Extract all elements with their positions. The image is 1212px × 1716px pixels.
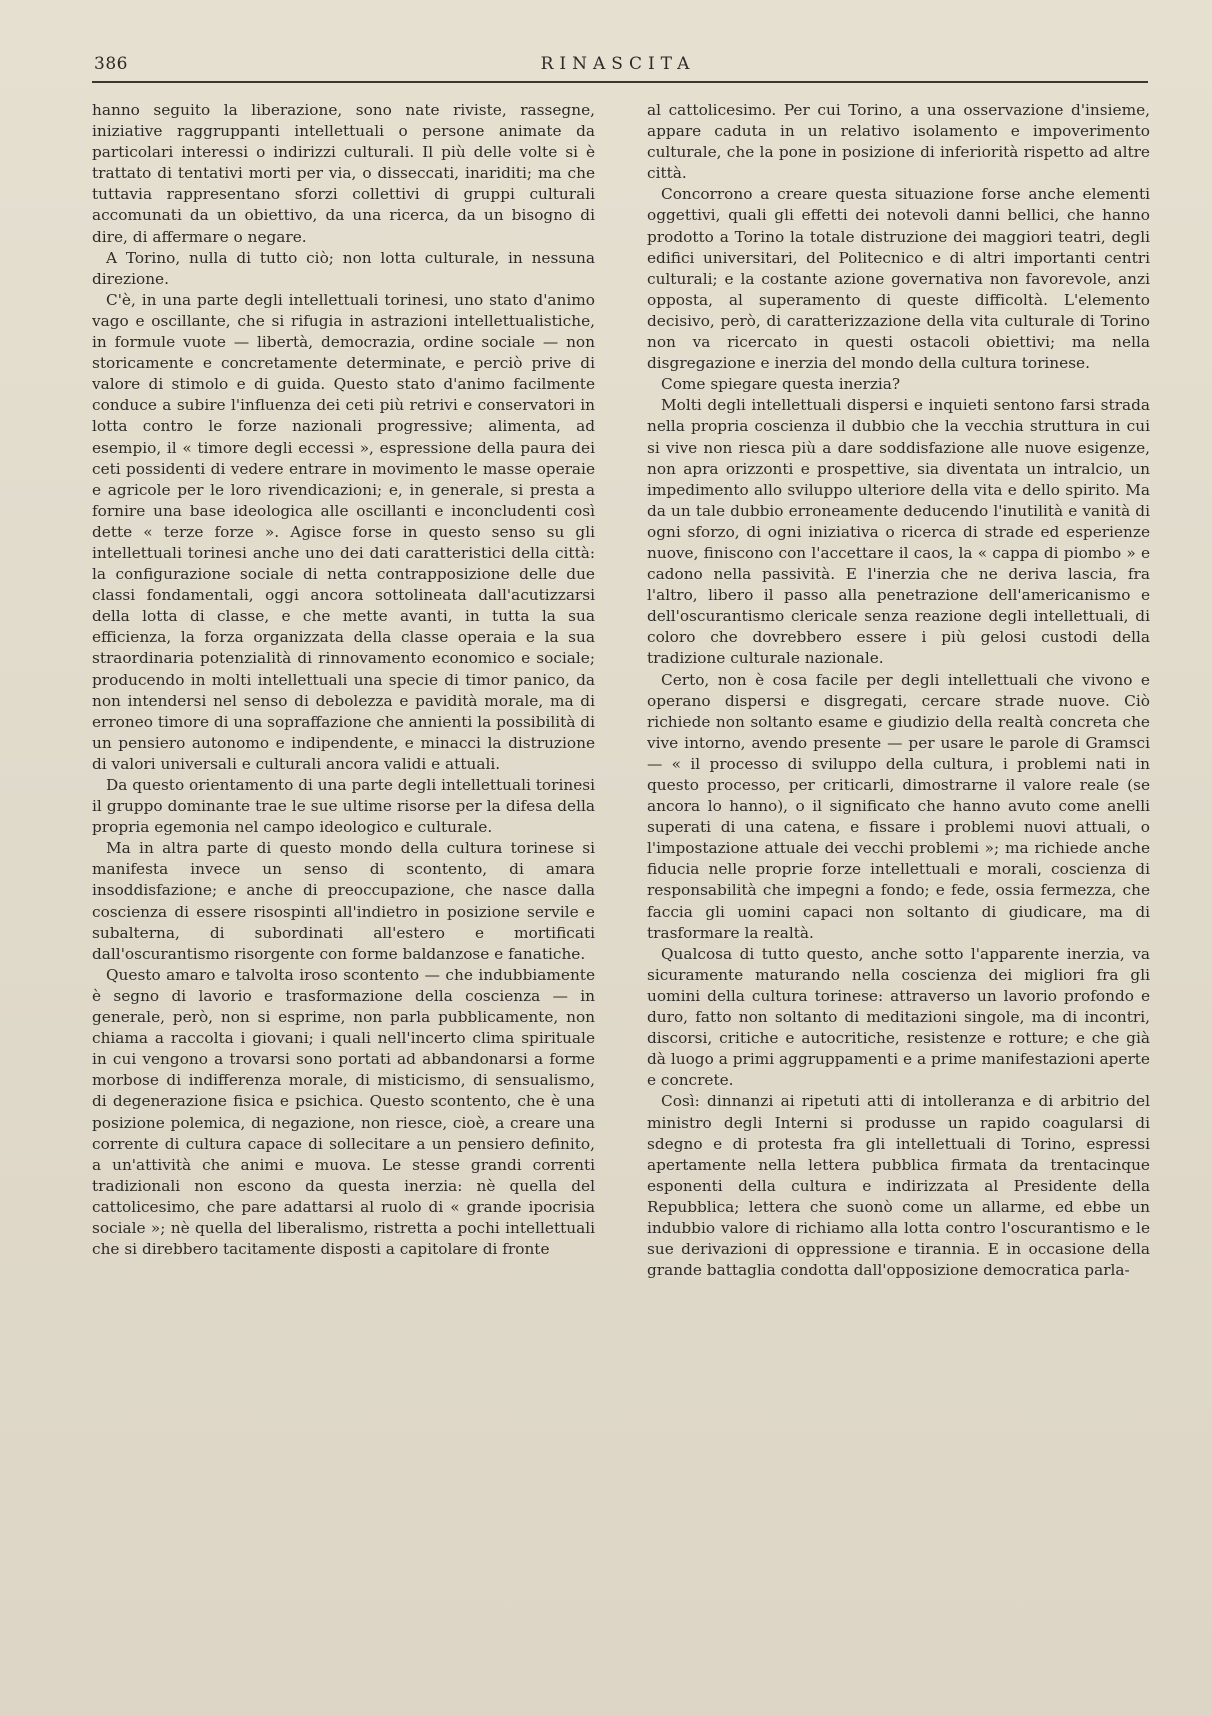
paragraph: al cattolicesimo. Per cui Torino, a una osservazione d'insieme, appare caduta in un relativo isolamento e impoverimento culturale, che la pone in posizione di inferiorità rispetto ad altre città.: [647, 101, 1150, 183]
paragraph: C'è, in una parte degli intellettuali torinesi, uno stato d'animo vago e oscillante, che si rifugia in astrazioni intellettualistiche, in formule vuote — libertà, democrazia, ordine sociale — non storicamente e concretamente determinate, e perciò prive di valore di stimolo e di guida. Questo stato d'animo facilmente conduce a subire l'influenza dei ceti più retrivi e conservatori in lotta contro le forze nazionali progressive; alimenta, ad esempio, il « timore degli eccessi », espressione della paura dei ceti possidenti di vedere entrare in movimento le masse operaie e agricole per le loro rivendicazioni; e, in generale, si presta a fornire una base ideologica alle oscillanti e inconcludenti così dette « terze forze ». Agisce forse in questo senso su gli intellettuali torinesi anche uno dei dati caratteristici della città: la configurazione sociale di netta contrapposizione delle due classi fondamentali, oggi ancora sottolineata dall'acutizzarsi della lotta di classe, e che mette avanti, in tutta la sua efficienza, la forza organizzata della classe operaia e la sua straordinaria potenzialità di rinnovamento economico e sociale; producendo in molti intellettuali una specie di timor panico, da non intendersi nel senso di debolezza e pavidità morale, ma di erroneo timore di una sopraffazione che annienti la possibilità di un pensiero autonomo e indipendente, e minacci la distruzione di valori universali e culturali ancora validi e attuali.: [92, 290, 595, 773]
paragraph: hanno seguito la liberazione, sono nate riviste, rassegne, iniziative raggruppanti intellettuali o persone animate da particolari interessi o indirizzi culturali. Il più delle volte si è trattato di tentativi morti per via, o disseccati, inariditi; ma che tuttavia rappresentano sforzi collettivi di gruppi culturali accomunati da un obiettivo, da una ricerca, da un bisogno di dire, di affermare o negare.: [92, 101, 595, 246]
running-title: RINASCITA: [540, 54, 696, 74]
paragraph: A Torino, nulla di tutto ciò; non lotta culturale, in nessuna direzione.: [92, 248, 595, 288]
right-column: [647, 100, 1150, 1700]
paragraph: Da questo orientamento di una parte degli intellettuali torinesi il gruppo dominante trae le sue ultime risorse per la difesa della propria egemonia nel campo ideologico e culturale.: [92, 776, 595, 837]
header-rule: [92, 81, 1148, 83]
paragraph: Qualcosa di tutto questo, anche sotto l'apparente inerzia, va sicuramente maturando nella coscienza dei migliori fra gli uomini della cultura torinese: attraverso un lavorio profondo e duro, fatto non soltanto di meditazioni singole, ma di incontri, discorsi, critiche e autocritiche, resistenze e rotture; e che già dà luogo a primi aggruppamenti e a prime manifestazioni aperte e concrete.: [647, 944, 1150, 1090]
page-header: [92, 50, 1144, 84]
paragraph: Molti degli intellettuali dispersi e inquieti sentono farsi strada nella propria coscienza il dubbio che la vecchia struttura in cui si vive non riesca più a dare soddisfazione alle nuove esigenze, non apra orizzonti e prospettive, sia diventata un intralcio, un impedimento allo sviluppo ulteriore della vita e dello spirito. Ma da un tale dubbio erroneamente deducendo l'inutilità e vanità di ogni sforzo, di ogni iniziativa o ricerca di strade ed esperienze nuove, finiscono con l'accettare il caos, la « cappa di piombo » e cadono nella passività. E l'inerzia che ne deriva lascia, fra l'altro, libero il passo alla penetrazione dell'americanismo e dell'oscurantismo clericale senza reazione degli intellettuali, di coloro che dovrebbero essere i più gelosi custodi della tradizione culturale nazionale.: [647, 396, 1150, 668]
paragraph: Certo, non è cosa facile per degli intellettuali che vivono e operano dispersi e disgregati, cercare strade nuove. Ciò richiede non soltanto esame e giudizio della realtà concreta che vive intorno, avendo presente — per usare le parole di Gramsci — « il processo di sviluppo della cultura, i problemi nati in questo processo, per criticarli, dimostrarne il valore reale (se ancora lo hanno), o il significato che hanno avuto come anelli superati di una catena, e fissare i problemi nuovi attuali, o l'impostazione attuale dei vecchi problemi »; ma richiede anche fiducia nelle proprie forze intellettuali e morali, coscienza di responsabilità che impegni a fondo; e fede, ossia fermezza, che faccia gli uomini capaci non soltanto di giudicare, ma di trasformare la realtà.: [647, 670, 1150, 942]
page-number: 386: [94, 54, 128, 74]
paragraph: Così: dinnanzi ai ripetuti atti di intolleranza e di arbitrio del ministro degli Interni si produsse un rapido coagularsi di sdegno e di protesta fra gli intellettuali di Torino, espressi apertamente nella lettera pubblica firmata da trentacinque esponenti della cultura e indirizzata al Presidente della Repubblica; lettera che suonò come un allarme, ed ebbe un indubbio valore di richiamo alla lotta contro l'oscurantismo e le sue derivazioni di oppressione e tirannia. E in occasione della grande battaglia condotta dall'opposizione democratica parla-: [647, 1092, 1150, 1280]
paragraph: Questo amaro e talvolta iroso scontento — che indubbiamente è segno di lavorio e trasformazione della coscienza — in generale, però, non si esprime, non parla pubblicamente, non chiama a raccolta i giovani; i quali nell'incerto clima spirituale in cui vengono a trovarsi sono portati ad abbandonarsi a forme morbose di indifferenza morale, di misticismo, di sensualismo, di degenerazione fisica e psichica. Questo scontento, che è una posizione polemica, di negazione, non riesce, cioè, a creare una corrente di cultura capace di sollecitare a un pensiero definito, a un'attività che animi e muova. Le stesse grandi correnti tradizionali non escono da questa inerzia: nè quella del cattolicesimo, che pare adattarsi al ruolo di « grande ipocrisia sociale »; nè quella del liberalismo, ristretta a pochi intellettuali che si direbbero tacitamente disposti a capitolare di fronte: [92, 965, 595, 1259]
paragraph: Come spiegare questa inerzia?: [661, 375, 901, 394]
paragraph: Ma in altra parte di questo mondo della cultura torinese si manifesta invece un senso di scontento, di amara insoddisfazione; e anche di preoccupazione, che nasce dalla coscienza di essere risospinti all'indietro in posizione servile e subalterna, di subordinati all'estero e mortificati dall'oscurantismo risorgente con forme baldanzose e fanatiche.: [92, 839, 595, 963]
paragraph: Concorrono a creare questa situazione forse anche elementi oggettivi, quali gli effetti dei notevoli danni bellici, che hanno prodotto a Torino la totale distruzione dei maggiori teatri, degli edifici universitari, del Politecnico e di altri importanti centri culturali; e la costante azione governativa non favorevole, anzi opposta, al superamento di queste difficoltà. L'elemento decisivo, però, di caratterizzazione della vita culturale di Torino non va ricercato in questi ostacoli obiettivi; ma nella disgregazione e inerzia del mondo della cultura torinese.: [647, 185, 1150, 373]
left-column: [92, 100, 595, 1700]
